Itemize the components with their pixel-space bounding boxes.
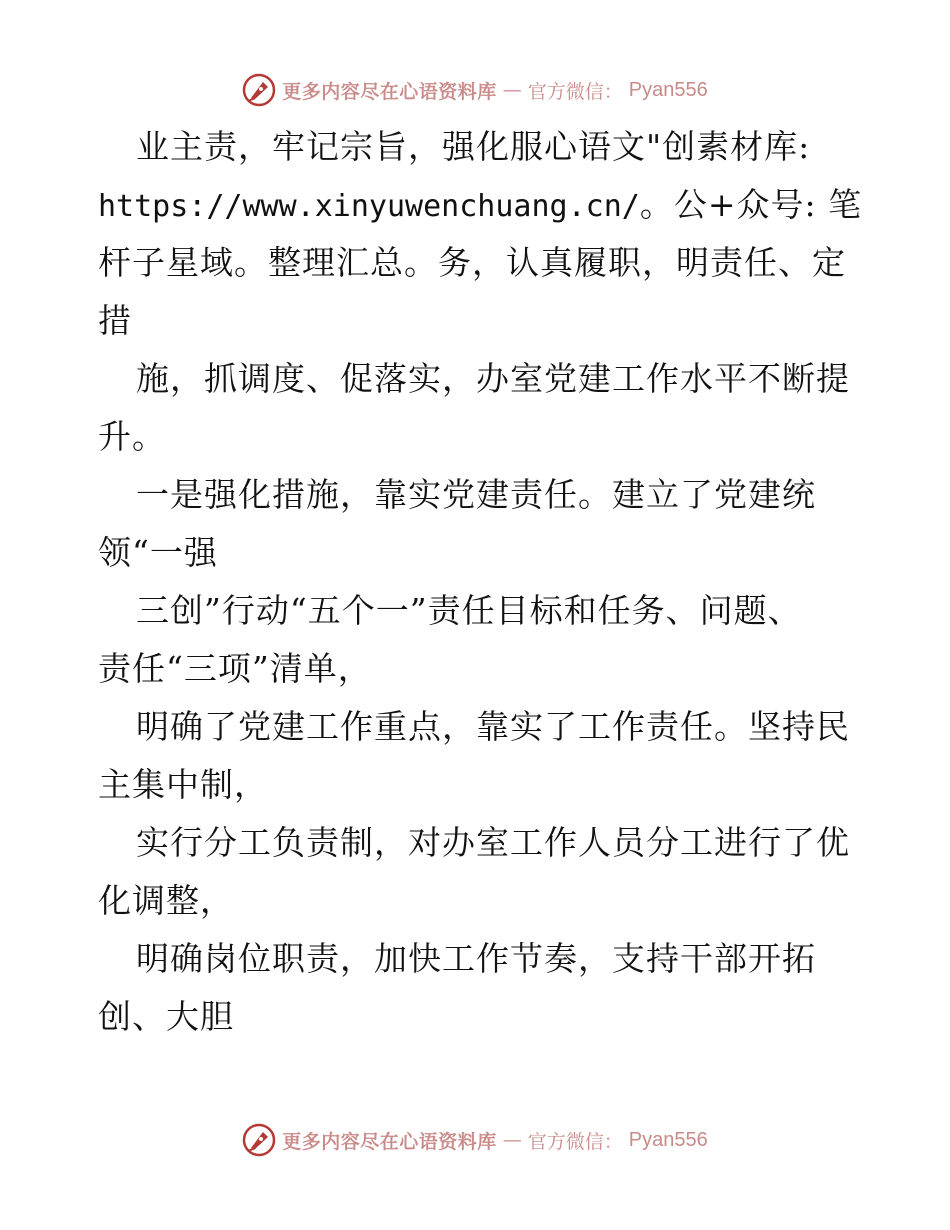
url-text: https://www.xinyuwenchuang.cn/ <box>98 189 640 224</box>
watermark-separator: — <box>502 79 522 101</box>
text-line: 三创”行动“五个一”责任目标和任务、问题、 <box>136 591 802 630</box>
text-line: 化调整， <box>98 881 234 920</box>
watermark-separator: — <box>502 1129 522 1151</box>
text-line: 升。 <box>98 417 166 456</box>
text-line: 杆子星域。整理汇总。务，认真履职，明责任、定 <box>98 243 846 282</box>
watermark-contact-id: Pyan556 <box>628 1128 708 1151</box>
text-fragment: 。公+众号: 笔 <box>639 185 863 224</box>
text-line: 责任“三项”清单， <box>98 649 372 688</box>
text-line <box>98 176 863 234</box>
text-line: 业主责，牢记宗旨，强化服心语文"创素材库: <box>136 127 811 166</box>
text-line: 主集中制， <box>98 765 268 804</box>
watermark-contact-label: 官方微信： <box>527 80 623 103</box>
text-line: 创、大胆 <box>98 997 234 1036</box>
text-line: 措 <box>98 301 132 340</box>
document-body <box>98 118 863 1046</box>
watermark-contact-id: Pyan556 <box>628 78 708 101</box>
text-line: 明确了党建工作重点，靠实了工作责任。坚持民 <box>136 707 850 746</box>
pen-nib-logo-icon <box>242 1123 276 1157</box>
text-line: 实行分工负责制，对办室工作人员分工进行了优 <box>136 823 850 862</box>
header-watermark <box>0 70 950 110</box>
watermark-brand: 更多内容尽在心语资料库 <box>282 80 497 103</box>
footer-watermark <box>0 1120 950 1160</box>
text-line: 领“一强 <box>98 533 218 572</box>
text-line: 明确岗位职责，加快工作节奏，支持干部开拓 <box>136 939 816 978</box>
watermark-brand: 更多内容尽在心语资料库 <box>282 1130 497 1153</box>
text-line: 施，抓调度、促落实，办室党建工作水平不断提 <box>136 359 850 398</box>
text-line: 一是强化措施，靠实党建责任。建立了党建统 <box>136 475 816 514</box>
watermark-contact-label: 官方微信： <box>527 1130 623 1153</box>
pen-nib-logo-icon <box>242 73 276 107</box>
